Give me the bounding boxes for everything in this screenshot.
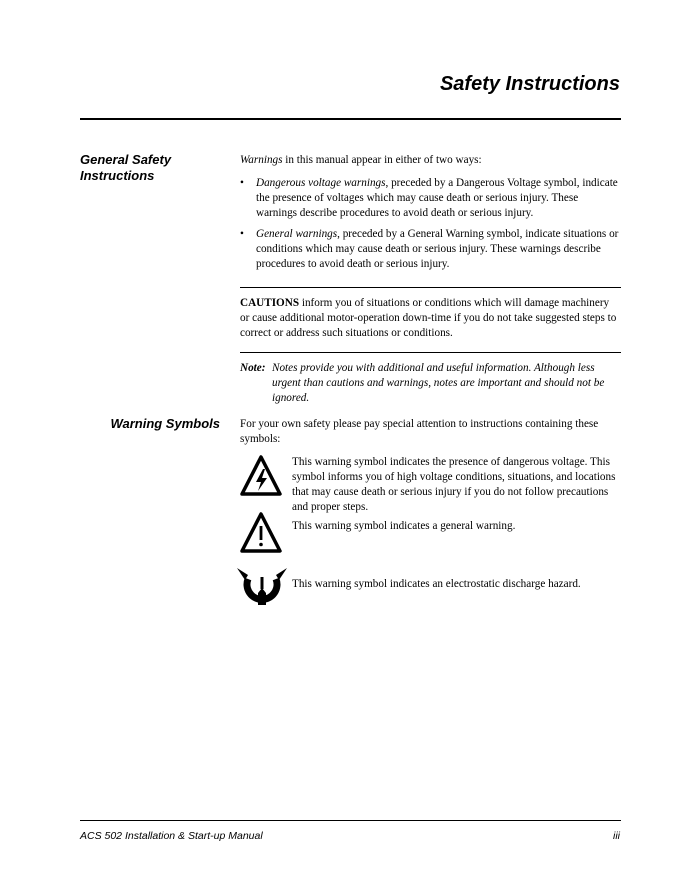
section-divider [240, 287, 621, 288]
bullet-em: Dangerous voltage warnings [256, 177, 386, 189]
page-title: Safety Instructions [439, 73, 620, 95]
bullet-text: , preceded by a General Warning symbol, indicate situations or conditions which may cause death or serious injury. These warnings describe procedures to avoid death or serious injury. [256, 228, 619, 270]
general-warning-icon [240, 512, 282, 554]
title-divider [80, 118, 621, 120]
bullet-em: General warnings [256, 228, 338, 240]
warning-types-list [240, 176, 621, 278]
note-label: Note: [240, 362, 266, 374]
note-text: Notes provide you with additional and useful information. Although less urgent than cautions and warnings, notes are important and should not be ignored. [272, 362, 605, 404]
warnings-intro-text: in this manual appear in either of two ways: [282, 154, 482, 166]
esd-hazard-description: This warning symbol indicates an electrostatic discharge hazard. [292, 578, 581, 590]
cautions-text: inform you of situations or conditions which will damage machinery or cause additional motor-operation down-time if you do not take suggested steps to correct or address such situations or conditions. [240, 297, 617, 339]
section-divider [240, 352, 621, 353]
footer-manual-title: ACS 502 Installation & Start-up Manual [80, 830, 263, 842]
bullet-icon: • [240, 177, 244, 189]
dangerous-voltage-icon [240, 455, 282, 497]
footer-divider [80, 820, 621, 821]
list-item [240, 176, 621, 221]
bullet-text: , preceded by a Dangerous Voltage symbol, indicate the presence of voltages which may cause death or serious injury. These warnings describe procedures to avoid death or serious injury. [256, 177, 618, 219]
warnings-intro [240, 153, 621, 168]
general-safety-heading: General Safety Instructions [80, 152, 172, 183]
list-item [240, 227, 621, 272]
general-warning-description: This warning symbol indicates a general warning. [292, 520, 516, 532]
esd-hazard-icon [234, 563, 290, 615]
bullet-icon: • [240, 228, 244, 240]
warning-symbols-intro: For your own safety please pay special attention to instructions containing these symbols: [240, 418, 599, 445]
dangerous-voltage-description: This warning symbol indicates the presence of dangerous voltage. This symbol informs you of high voltage conditions, situations, and locations that may cause death or serious injury if you do not follow precautions and proper steps. [292, 456, 616, 513]
cautions-paragraph [240, 296, 621, 341]
warnings-intro-em: Warnings [240, 154, 283, 166]
cautions-label: CAUTIONS [240, 297, 300, 309]
note-paragraph [240, 361, 621, 406]
footer-page-number: iii [613, 830, 620, 842]
warning-symbols-heading: Warning Symbols [110, 416, 220, 431]
